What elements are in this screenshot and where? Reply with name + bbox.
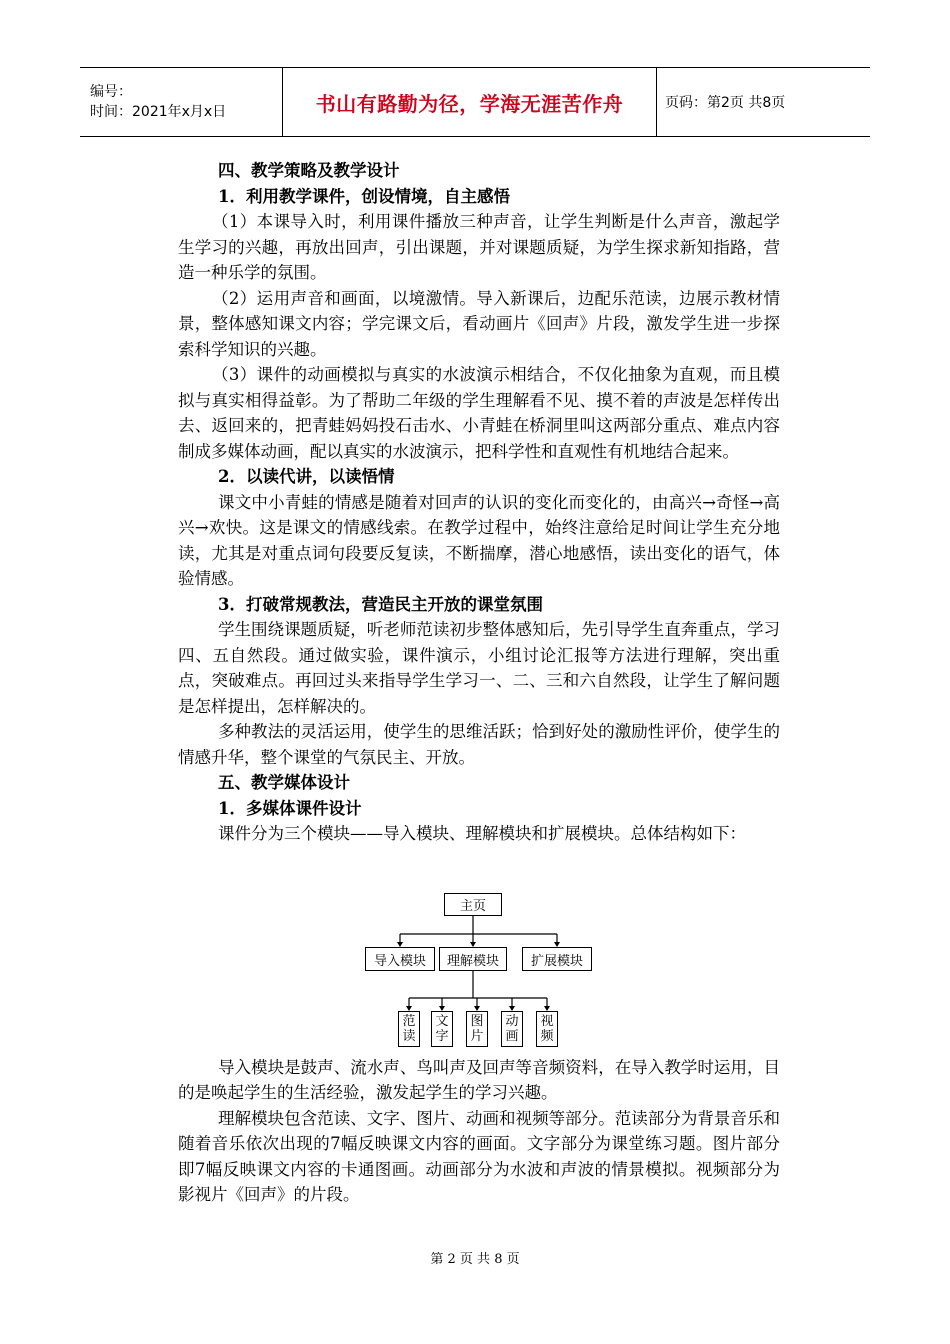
section-5-title: 五、教学媒体设计 <box>218 773 350 792</box>
header-page-text: 页码：第2页 共8页 <box>665 95 786 111</box>
diagram-module-box <box>522 947 592 971</box>
paragraph: 课文中小青蛙的情感是随着对回声的认识的变化而变化的，由高兴→奇怪→高兴→欢快。这是课文的情感线索。在教学过程中，始终注意给足时间让学生充分地读，尤其是对重点词句段要反复读，不断揣摩，潜心地感悟，读出变化的语气，体验情感。 <box>178 492 780 588</box>
diagram-part-label: 动画 <box>505 1014 519 1044</box>
paragraph: 理解模块包含范读、文字、图片、动画和视频等部分。范读部分为背景音乐和随着音乐依次出现的7幅反映课文内容的画面。文字部分为课堂练习题。图片部分即7幅反映课文内容的卡通图画。动画部分为水波和声波的情景模拟。视频部分为影视片《回声》的片段。 <box>178 1108 780 1204</box>
paragraph: 课件分为三个模块——导入模块、理解模块和扩展模块。总体结构如下： <box>218 824 746 843</box>
section-5-1-title: 1．多媒体课件设计 <box>218 798 362 818</box>
page-footer: 第 2 页 共 8 页 <box>430 1252 520 1267</box>
diagram-root-box <box>444 893 502 916</box>
header-time: 时间：2021年x月x日 <box>90 104 227 120</box>
diagram-module-label: 扩展模块 <box>530 953 583 969</box>
diagram-root-label: 主页 <box>459 899 486 914</box>
diagram-part-label: 视频 <box>540 1014 554 1044</box>
diagram-module-box <box>439 947 507 971</box>
diagram-part-box <box>501 1011 523 1047</box>
paragraph: （2）运用声音和画面，以境激情。导入新课后，边配乐范读，边展示教材情景，整体感知课文内容；学完课文后，看动画片《回声》片段，激发学生进一步探索科学知识的兴趣。 <box>178 288 780 359</box>
section-4-2-title: 2．以读代讲，以读悟情 <box>218 467 395 486</box>
diagram-module-label: 理解模块 <box>446 953 499 969</box>
paragraph: （1）本课导入时，利用课件播放三种声音，让学生判断是什么声音，激起学生学习的兴趣，再放出回声，引出课题，并对课题质疑，为学生探求新知指路，营造一种乐学的氛围。 <box>178 212 780 282</box>
diagram-module-label: 导入模块 <box>373 953 426 969</box>
document-body <box>178 158 780 1208</box>
diagram-module-box <box>365 947 435 971</box>
diagram-part-box <box>466 1011 488 1047</box>
diagram-part-label: 文字 <box>435 1014 449 1044</box>
motto-text: 书山有路勤为径，学海无涯苦作舟 <box>315 91 624 116</box>
header-page <box>657 68 870 136</box>
section-4-title: 四、教学策略及教学设计 <box>218 161 400 180</box>
paragraph: 导入模块是鼓声、流水声、鸟叫声及回声等音频资料，在导入教学时运用，目的是唤起学生的生活经验，激发起学生的学习兴趣。 <box>178 1057 780 1102</box>
page-header <box>80 67 870 137</box>
paragraph: （3）课件的动画模拟与真实的水波演示相结合，不仅化抽象为直观，而且模拟与真实相得益彰。为了帮助二年级的学生理解看不见、摸不着的声波是怎样传出去、返回来的，把青蛙妈妈投石击水、小青蛙在桥洞里叫这两部分重点、难点内容制成多媒体动画，配以真实的水波演示，把科学性和直观性有机地结合起来。 <box>178 365 780 461</box>
structure-diagram <box>360 890 600 1050</box>
section-4-1-title: 1．利用教学课件，创设情境，自主感悟 <box>218 186 510 206</box>
diagram-part-label: 图片 <box>470 1014 484 1044</box>
diagram-part-label: 范读 <box>402 1014 416 1044</box>
paragraph: 多种教法的灵活运用，使学生的思维活跃；恰到好处的激励性评价，使学生的情感升华，整个课堂的气氛民主、开放。 <box>178 722 780 767</box>
section-4-3-title: 3．打破常规教法，营造民主开放的课堂氛围 <box>218 594 543 614</box>
paragraph: 学生围绕课题质疑，听老师范读初步整体感知后，先引导学生直奔重点，学习四、五自然段。通过做实验，课件演示，小组讨论汇报等方法进行理解，突出重点，突破难点。再回过头来指导学生学习一、二、三和六自然段，让学生了解问题是怎样提出，怎样解决的。 <box>178 620 780 716</box>
header-motto <box>283 68 657 136</box>
diagram-part-box <box>536 1011 558 1047</box>
header-number: 编号： <box>90 84 132 100</box>
diagram-part-box <box>398 1011 420 1047</box>
header-meta <box>80 68 283 136</box>
diagram-part-box <box>431 1011 453 1047</box>
